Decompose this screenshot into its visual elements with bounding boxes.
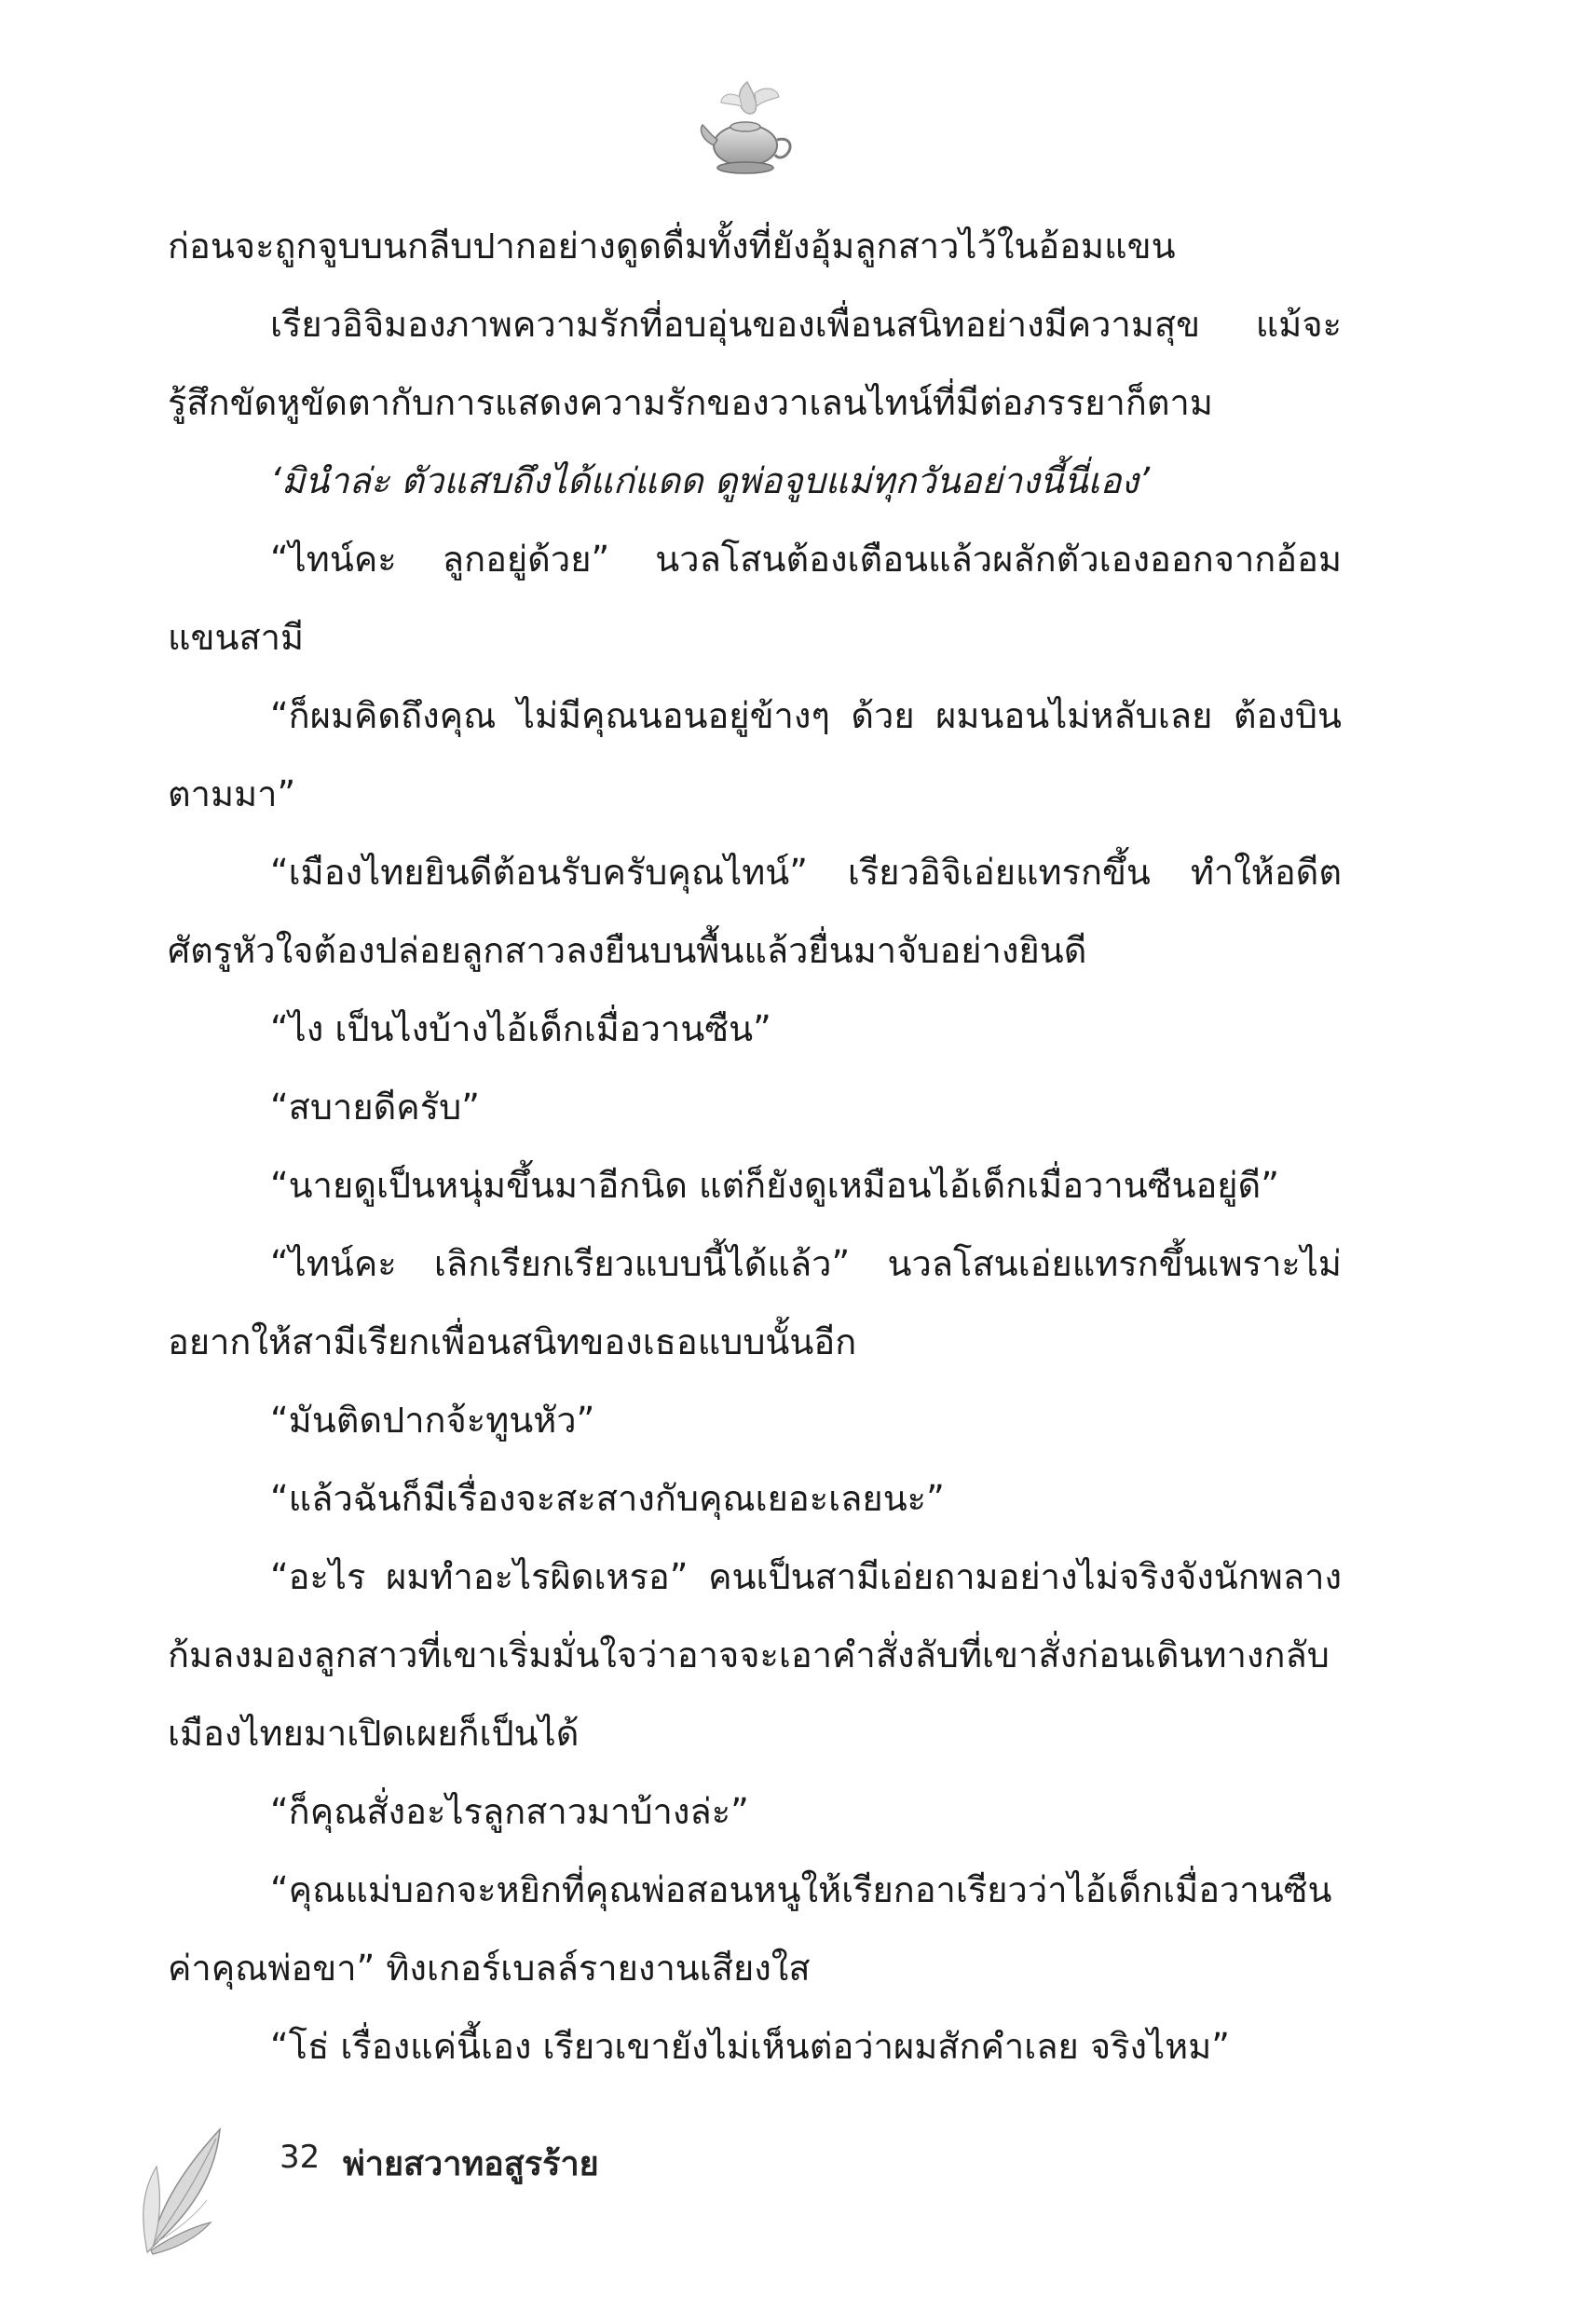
paragraph: “ก็คุณสั่งอะไรลูกสาวมาบ้างล่ะ”	[270, 1791, 749, 1832]
paragraph: “อะไร ผมทำอะไรผิดเหรอ” คนเป็นสามีเอ่ยถามอย่างไม่จริงจังนักพลางก้มลงมองลูกสาวที่เขาเริ่มมั่นใจว่าอาจจะเอาคำสั่งลับที่เขาสั่งก่อนเดินทางกลับเมืองไทยมาเปิดเผยก็เป็นได้	[168, 1556, 1342, 1754]
paragraph: “ก็ผมคิดถึงคุณ ไม่มีคุณนอนอยู่ข้างๆ ด้วย ผมนอนไม่หลับเลย ต้องบินตามมา”	[168, 695, 1342, 814]
page-number: 32	[280, 2139, 321, 2176]
inner-thought-paragraph: ‘มินำล่ะ ตัวแสบถึงได้แก่แดด ดูพ่อจูบแม่ทุกวันอย่างนี้นี่เอง’	[270, 460, 1151, 501]
paragraph: “คุณแม่บอกจะหยิกที่คุณพ่อสอนหนูให้เรียกอาเรียวว่าไอ้เด็กเมื่อวานซืนค่าคุณพ่อขา” ทิงเกอร์เบลล์รายงานเสียงใส	[168, 1869, 1332, 1989]
paragraph: “ไทน์คะ ลูกอยู่ด้วย” นวลโสนต้องเตือนแล้วผลักตัวเองออกจากอ้อมแขนสามี	[168, 539, 1342, 658]
paragraph: เรียวอิจิมองภาพความรักที่อบอุ่นของเพื่อนสนิทอย่างมีความสุข แม้จะรู้สึกขัดหูขัดตากับการแสดงความรักของวาเลนไทน์ที่มีต่อภรรยาก็ตาม	[168, 304, 1342, 423]
fairy-teapot-icon	[689, 75, 801, 186]
paragraph: “ไง เป็นไงบ้างไอ้เด็กเมื่อวานซืน”	[270, 1008, 771, 1049]
paragraph: ก่อนจะถูกจูบบนกลีบปากอย่างดูดดื่มทั้งที่ยังอุ้มลูกสาวไว้ในอ้อมแขน	[168, 226, 1176, 267]
paragraph: “สบายดีครับ”	[270, 1087, 480, 1128]
paragraph: “แล้วฉันก็มีเรื่องจะสะสางกับคุณเยอะเลยนะ”	[270, 1478, 945, 1519]
book-title: พ่ายสวาทอสูรร้าย	[343, 2145, 599, 2183]
paragraph: “โธ่ เรื่องแค่นี้เอง เรียวเขายังไม่เห็นต่อว่าผมสักคำเลย จริงไหม”	[270, 2026, 1230, 2067]
fairy-wing-icon	[130, 2111, 233, 2260]
page-footer	[130, 2111, 689, 2260]
body-text	[168, 207, 1342, 2085]
paragraph: “มันติดปากจ้ะทูนหัว”	[270, 1400, 595, 1441]
paragraph: “นายดูเป็นหนุ่มขึ้นมาอีกนิด แต่ก็ยังดูเหมือนไอ้เด็กเมื่อวานซืนอยู่ดี”	[270, 1165, 1279, 1206]
paragraph: “เมืองไทยยินดีต้อนรับครับคุณไทน์” เรียวอิจิเอ่ยแทรกขึ้น ทำให้อดีตศัตรูหัวใจต้องปล่อยลูกสาวลงยืนบนพื้นแล้วยื่นมาจับอย่างยินดี	[168, 852, 1342, 971]
paragraph: “ไทน์คะ เลิกเรียกเรียวแบบนี้ได้แล้ว” นวลโสนเอ่ยแทรกขึ้นเพราะไม่อยากให้สามีเรียกเพื่อนสนิทของเธอแบบนั้นอีก	[168, 1243, 1342, 1362]
